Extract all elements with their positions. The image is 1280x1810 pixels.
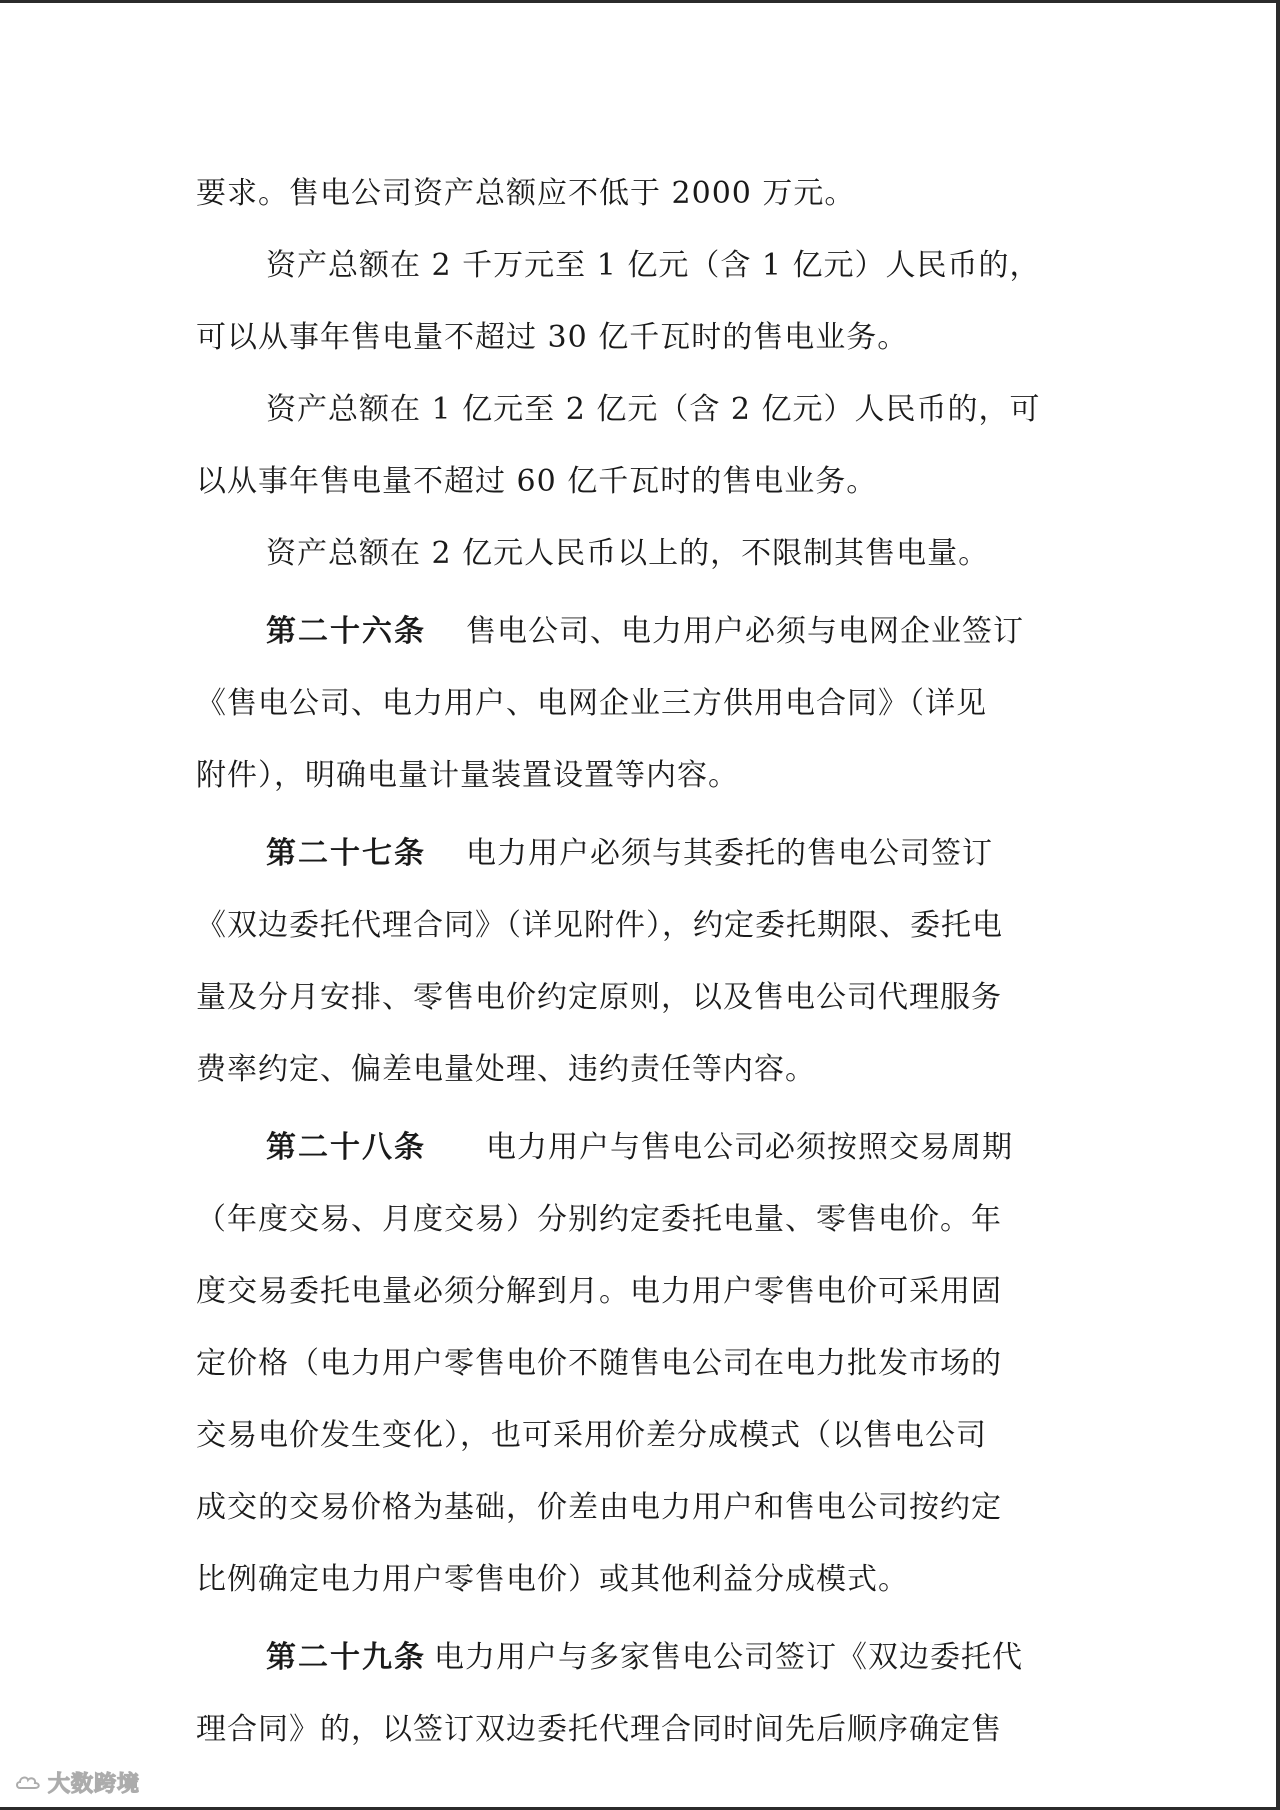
article-28-heading: 第二十八条 bbox=[266, 1130, 426, 1165]
page-border-top bbox=[0, 0, 1280, 3]
article-27-heading: 第二十七条 bbox=[266, 836, 426, 871]
text-line: 成交的交易价格为基础，价差由电力用户和售电公司按约定 bbox=[196, 1490, 1002, 1525]
article-26-first-line bbox=[196, 596, 1086, 668]
article-29-heading: 第二十九条 bbox=[266, 1640, 426, 1675]
text-line: 度交易委托电量必须分解到月。电力用户零售电价可采用固 bbox=[196, 1274, 1002, 1309]
article-26-text: 售电公司、电力用户必须与电网企业签订 bbox=[466, 614, 1024, 649]
article-29-first-line bbox=[196, 1622, 1086, 1694]
text-line: 可以从事年售电量不超过 30 亿千瓦时的售电业务。 bbox=[196, 320, 909, 355]
text-line: 资产总额在 2 千万元至 1 亿元（含 1 亿元）人民币的， bbox=[266, 248, 1041, 283]
article-27-text: 电力用户必须与其委托的售电公司签订 bbox=[466, 836, 993, 871]
article-27-first-line bbox=[196, 818, 1086, 890]
watermark-text: 大数跨境 bbox=[48, 1772, 141, 1797]
watermark bbox=[14, 1767, 140, 1798]
text-line: 资产总额在 1 亿元至 2 亿元（含 2 亿元）人民币的，可 bbox=[266, 392, 1041, 427]
text-line: 附件），明确电量计量装置设置等内容。 bbox=[196, 758, 739, 793]
text-line: 《售电公司、电力用户、电网企业三方供用电合同》（详见 bbox=[196, 686, 987, 721]
text-line: 交易电价发生变化），也可采用价差分成模式（以售电公司 bbox=[196, 1418, 987, 1453]
text-line: （年度交易、月度交易）分别约定委托电量、零售电价。年 bbox=[196, 1202, 1002, 1237]
article-26-heading: 第二十六条 bbox=[266, 614, 426, 649]
text-line: 理合同》的，以签订双边委托代理合同时间先后顺序确定售 bbox=[196, 1712, 1002, 1747]
text-line: 资产总额在 2 亿元人民币以上的，不限制其售电量。 bbox=[266, 536, 990, 571]
text-line: 定价格（电力用户零售电价不随售电公司在电力批发市场的 bbox=[196, 1346, 1002, 1381]
page-border-right bbox=[1276, 0, 1280, 1810]
text-line: 要求。售电公司资产总额应不低于 2000 万元。 bbox=[196, 176, 856, 211]
article-28-text: 电力用户与售电公司必须按照交易周期 bbox=[486, 1130, 1013, 1165]
text-line: 《双边委托代理合同》（详见附件），约定委托期限、委托电 bbox=[196, 908, 1003, 943]
text-line: 以从事年售电量不超过 60 亿千瓦时的售电业务。 bbox=[196, 464, 878, 499]
logo-cloud-icon bbox=[14, 1773, 42, 1793]
article-28-first-line bbox=[196, 1112, 1086, 1184]
text-line: 量及分月安排、零售电价约定原则，以及售电公司代理服务 bbox=[196, 980, 1002, 1015]
article-29-text: 电力用户与多家售电公司签订《双边委托代 bbox=[434, 1640, 1023, 1675]
text-line: 比例确定电力用户零售电价）或其他利益分成模式。 bbox=[196, 1562, 909, 1597]
document-body bbox=[196, 158, 1086, 1766]
text-line: 费率约定、偏差电量处理、违约责任等内容。 bbox=[196, 1052, 816, 1087]
